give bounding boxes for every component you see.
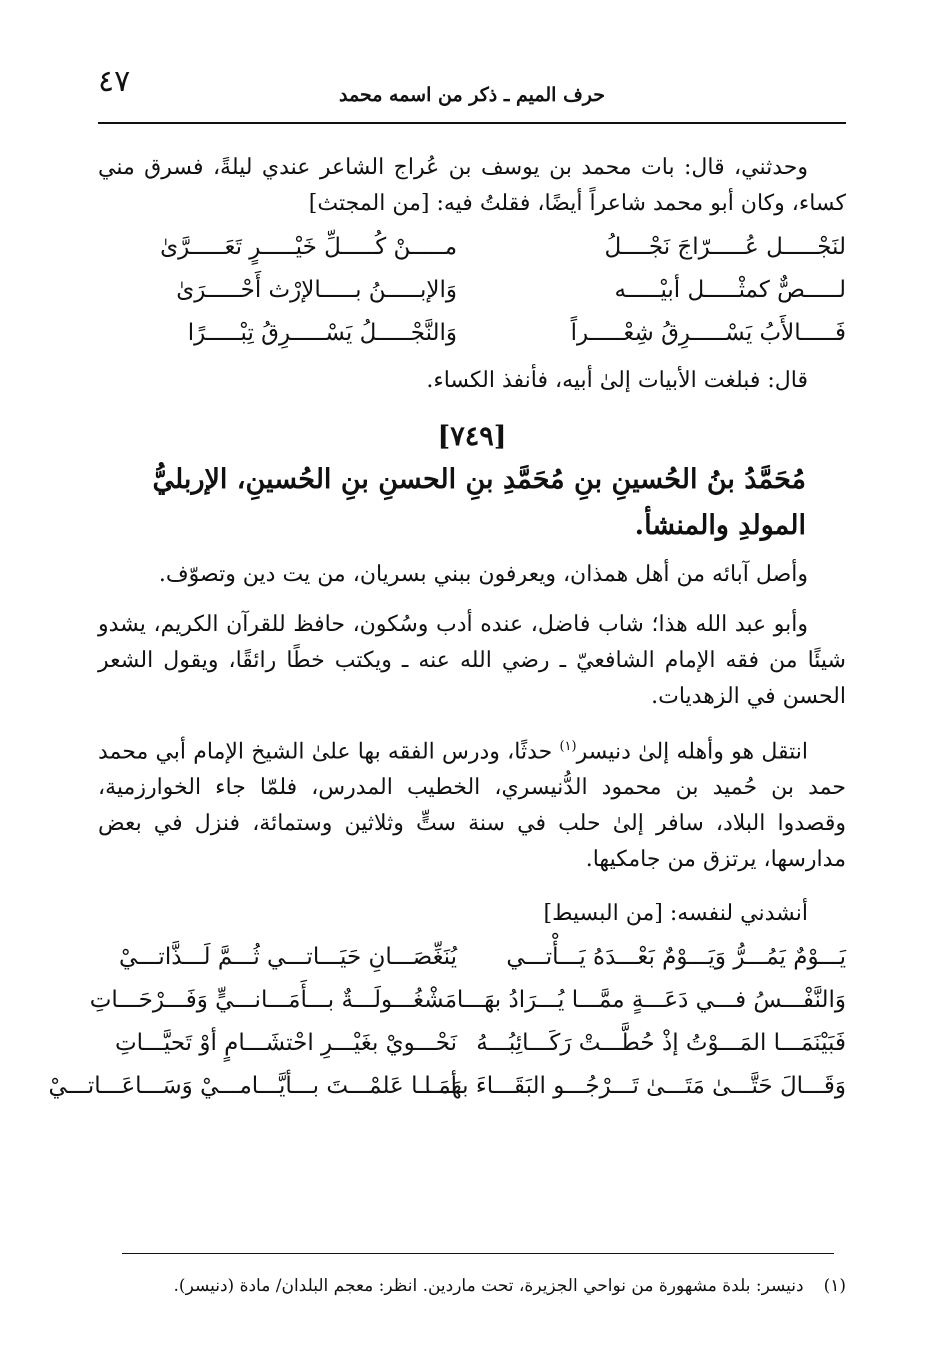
- footnote-text: دنيسر: بلدة مشهورة من نواحي الجزيرة، تحت ماردين. انظر: معجم البلدان/ مادة (دنيسر).: [173, 1276, 804, 1296]
- verse-first-hemistich: وَالنَّفْـــسُ فـــي دَعَـــةٍ ممَّـــا يُـــرَادُ بهَـــا: [456, 987, 846, 1014]
- footnote-rule: [122, 1253, 834, 1254]
- verse-second-hemistich: مَشْغُـــولَـــةٌ بـــأَمَـــانـــيٍّ وَفَـــرْحَـــاتِ: [89, 987, 458, 1014]
- verse-second-hemistich: أمَـــا عَلمْـــتَ بـــأيَّـــامـــيْ وَسَـــاعَـــاتـــيْ: [48, 1073, 458, 1100]
- entry-paragraph-text: حدثًا، ودرس الفقه بها علىٰ الشيخ الإمام أبي محمد حمد بن حُميد بن محمود الدُّنيسري، الخطيب المدرس، فلمّا جاء الخوارزمية، وقصدوا البلاد، سافر إلىٰ حلب في سنة ستٍّ وثلاثين وستمائة، فنزل في بعض مدارسها، يرتزق من جامكيها.: [98, 739, 847, 873]
- page-body: [48, 150, 847, 1108]
- poem-verse: [98, 936, 846, 979]
- footnote: [98, 1272, 846, 1300]
- verse-first-hemistich: لـــــصٌّ كمثْـــــل أبيْـــــه: [614, 277, 846, 303]
- entry-number: [٧٤٩]: [437, 421, 507, 452]
- verse-first-hemistich: لنَجْـــــل عُـــــرّاجَ نَجْــــلُ: [604, 234, 846, 260]
- intro-paragraph: وحدثني، قال: بات محمد بن يوسف بن عُراج الشاعر عندي ليلةً، فسرق مني كساء، وكان أبو محمد شاعراً أيضًا، فقلتُ فيه: [من المجتث]: [98, 155, 846, 216]
- footnote-mark: (١): [823, 1276, 846, 1296]
- verse-second-hemistich: وَالإبـــــنُ بـــــالإرْث أَحْـــــرَىٰ: [176, 277, 458, 303]
- entry-title: مُحَمَّدُ بنُ الحُسينِ بنِ مُحَمَّدِ بنِ الحسنِ بنِ الحُسينِ، الإربليُّ المولدِ والمنشأ.: [152, 464, 806, 541]
- verse-second-hemistich: وَالنَّجْـــــلُ يَسْـــــرِقُ تِبْـــــرًا: [187, 320, 458, 346]
- verse-second-hemistich: يُنَغِّصَـــانِ حَيَـــاتـــي ثُـــمَّ لَـــذَّاتـــيْ: [119, 944, 458, 971]
- verse-second-hemistich: مـــــنْ كُـــــلِّ خَيْـــــرٍ تَعَـــــرَّىٰ: [160, 234, 458, 260]
- verse-first-hemistich: فَبَيْنَمَـــا المَـــوْتُ إذْ حُطَّـــتْ رَكَـــائِبُـــهُ: [476, 1030, 846, 1057]
- verse-second-hemistich: نَحْـــويْ بغَيْـــرِ احْتشَـــامٍ أوْ تَحيَّـــاتِ: [115, 1030, 458, 1057]
- entry-paragraph-text: انتقل هو وأهله إلىٰ دنيسر: [576, 739, 808, 765]
- poem-intro-line: أنشدني لنفسه: [من البسيط]: [543, 901, 808, 927]
- verse-first-hemistich: فَـــــالأَبُ يَسْـــــرِقُ شِعْـــــراً: [570, 320, 846, 346]
- verse-first-hemistich: وَقَـــالَ حَتَّـــىٰ مَتَـــىٰ تَـــرْجُـــو البَقَـــاءَ بهَـــا: [424, 1073, 846, 1100]
- entry-paragraph: وأبو عبد الله هذا؛ شاب فاضل، عنده أدب وسُكون، حافظ للقرآن الكريم، يشدو شيئًا من فقه الإمام الشافعيّ ـ رضي الله عنه ـ ويكتب خطًا رائقًا، ويقول الشعر الحسن في الزهديات.: [98, 612, 846, 709]
- poem-verse: [89, 979, 846, 1022]
- page-header: [98, 62, 846, 126]
- verse-first-hemistich: يَـــوْمٌ يَمُـــرُّ وَيَـــوْمٌ بَعْـــدَهُ يَـــأْتـــي: [506, 944, 846, 971]
- intro-closing-paragraph: قال: فبلغت الأبيات إلىٰ أبيه، فأنفذ الكساء.: [426, 368, 808, 393]
- running-title: حرف الميم ـ ذكر من اسمه محمد: [338, 84, 605, 106]
- poem-2: [48, 936, 846, 1108]
- header-rule: [98, 122, 846, 124]
- poem-verse: [98, 226, 846, 269]
- entry-paragraph: وأصل آبائه من أهل همذان، ويعرفون ببني بسريان، من يت دين وتصوّف.: [158, 562, 808, 587]
- poem-1: [98, 226, 846, 355]
- entry-paragraph: [98, 729, 846, 878]
- poem-verse: [98, 269, 846, 312]
- footnote-reference[interactable]: (١): [559, 739, 577, 754]
- poem-verse: [98, 312, 846, 355]
- poem-verse: [98, 1022, 846, 1065]
- poem-verse: [48, 1065, 846, 1108]
- page-number: ٤٧: [98, 64, 131, 99]
